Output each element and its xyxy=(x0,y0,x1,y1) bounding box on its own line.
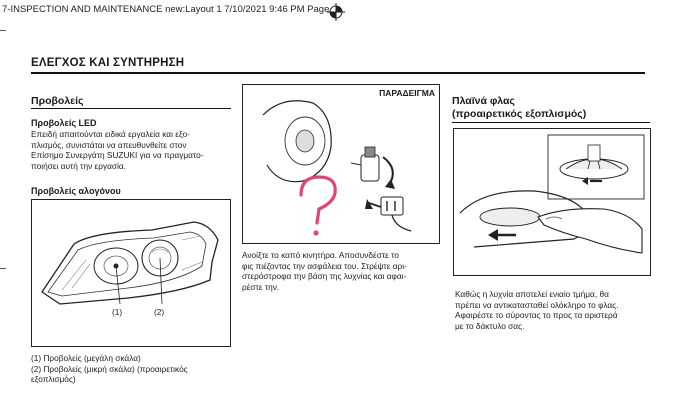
text-line: Επίσημο Συνεργάτη SUZUKI για να πραγματο- xyxy=(31,150,204,161)
text-line: με το δάκτυλο σας. xyxy=(455,321,525,332)
text-line: Ανοίξτε το καπό κινητήρα. Αποσυνδέστε το xyxy=(242,250,399,260)
led-title: Προβολείς LED xyxy=(31,118,97,128)
side-flasher-figure xyxy=(453,128,651,276)
text-line: Αφαιρέστε το σύροντας το προς τα αριστερά xyxy=(455,310,618,321)
text-line: στερόστροφα την βάση της λυχνίας και αφαι- xyxy=(242,271,407,282)
crop-mark xyxy=(0,30,6,31)
section-rule xyxy=(452,122,650,123)
page-header: ΕΛΕΓΧΟΣ ΚΑΙ ΣΥΝΤΗΡΗΣΗ xyxy=(31,57,185,69)
section-title-side-flashers: Πλαϊνά φλας xyxy=(452,95,515,107)
headlight-illustration xyxy=(32,200,230,346)
halogen-title: Προβολείς αλογόνου xyxy=(31,186,121,196)
led-paragraph xyxy=(31,129,236,172)
example-figure xyxy=(242,84,440,244)
section-title-optional: (προαιρετικός εξοπλισμός) xyxy=(452,108,587,120)
text-line: Καθώς η λυχνία αποτελεί ενιαίο τμήμα, θα xyxy=(455,289,609,299)
legend-item-2: (2) Προβολείς (μικρή σκάλα) (προαιρετικός xyxy=(31,363,188,374)
text-line: φις πιέζοντας την ασφάλεια του. Στρέψτε αρι- xyxy=(242,260,407,271)
callout-2: (2) xyxy=(154,307,165,317)
right-paragraph xyxy=(455,289,655,332)
print-slug: 7-INSPECTION AND MAINTENANCE new:Layout 1 7/10/2021 9:46 PM Page xyxy=(2,4,330,15)
text-line: ποιήσει αυτή την εργασία. xyxy=(31,161,126,172)
callout-1: (1) xyxy=(112,307,123,317)
section-title-headlights: Προβολείς xyxy=(31,95,84,107)
header-rule xyxy=(31,72,645,74)
middle-paragraph xyxy=(242,250,442,293)
crop-mark xyxy=(0,268,6,269)
text-line: Επειδή απαιτούνται ειδικά εργαλεία και εξο- xyxy=(31,129,190,139)
side-flasher-illustration xyxy=(454,129,650,275)
section-rule xyxy=(31,108,231,109)
bulb-removal-illustration xyxy=(243,85,439,243)
text-line: ρέστε την. xyxy=(242,282,280,293)
registration-crosshair-icon xyxy=(327,3,345,21)
legend-item-1: (1) Προβολείς (μεγάλη σκάλα) xyxy=(31,353,141,363)
legend-item-2-cont: εξοπλισμός) xyxy=(31,374,76,385)
halogen-headlight-figure xyxy=(31,199,231,347)
text-line: πλισμός, συνιστάται να απευθυνθείτε στον xyxy=(31,139,187,150)
figure-legend xyxy=(31,353,241,385)
text-line: πρέπει να αντικατασταθεί ολόκληρο το φλας. xyxy=(455,299,619,310)
example-tag: ΠΑΡΑΔΕΙΓΜΑ xyxy=(379,88,435,98)
